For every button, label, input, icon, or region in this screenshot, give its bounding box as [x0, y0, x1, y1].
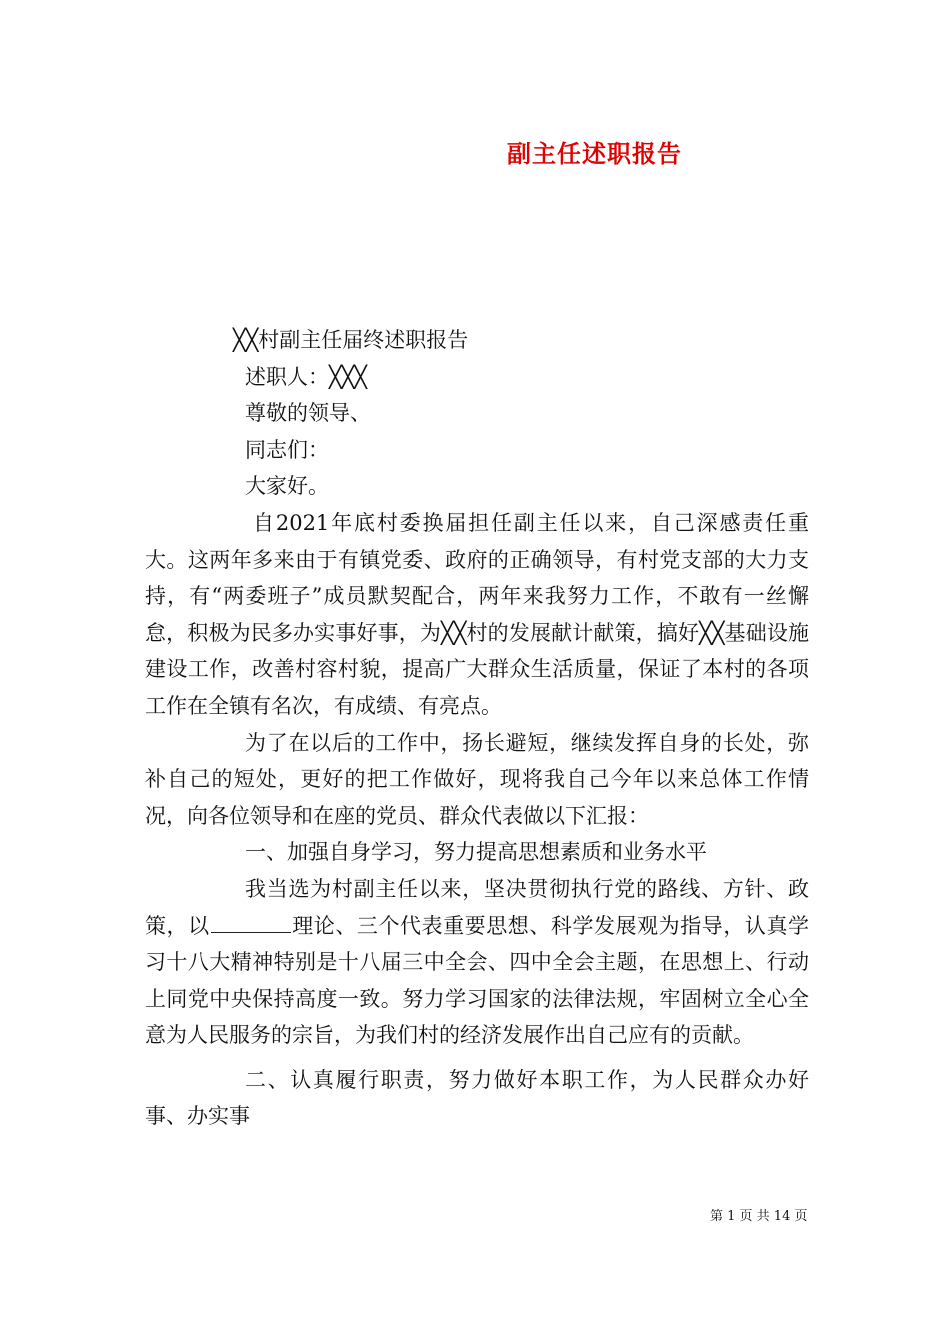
section-heading-1: 一、加强自身学习，努力提高思想素质和业务水平: [245, 840, 707, 865]
subtitle-line: ╳╳村副主任届终述职报告: [233, 328, 469, 352]
paragraph-study-part-1: 我当选为村副主任以来，坚决贯彻执行党的路线、方针、政策，以: [145, 876, 809, 938]
document-title: 副主任述职报告: [507, 139, 682, 168]
paragraph-intro: 自2021年底村委换届担任副主任以来，自己深感责任重大。这两年多来由于有镇党委、政府的正确领导，有村党支部的大力支持，有“两委班子”成员默契配合，两年来我努力工作，不敢有一丝懈怠，积极为民多办实事好事，为╳╳村的发展献计献策，搞好╳╳基础设施建设工作，改善村容村貌，提高广大群众生活质量，保证了本村的各项工作在全镇有名次，有成绩、有亮点。: [145, 510, 809, 718]
paragraph-purpose: 为了在以后的工作中，扬长避短，继续发挥自身的长处，弥补自己的短处，更好的把工作做好，现将我自己今年以来总体工作情况，向各位领导和在座的党员、群众代表做以下汇报：: [145, 730, 809, 828]
greeting-line: 大家好。: [245, 474, 329, 499]
section-heading-2: 二、认真履行职责，努力做好本职工作，为人民群众办好事、办实事: [145, 1067, 809, 1129]
author-line: 述职人：╳╳╳: [245, 364, 367, 389]
document-body: [145, 322, 809, 1135]
paragraph-study: [145, 871, 809, 1054]
salutation-line-1: 尊敬的领导、: [245, 401, 371, 426]
salutation-line-2: 同志们：: [245, 437, 329, 462]
blank-underline: [211, 910, 291, 933]
paragraph-study-part-2: 理论、三个代表重要思想、科学发展观为指导，认真学习十八大精神特别是十八届三中全会、四中全会主题，在思想上、行动上同党中央保持高度一致。努力学习国家的法律法规，牢固树立全心全意为人民服务的宗旨，为我们村的经济发展作出自己应有的贡献。: [145, 913, 810, 1048]
page-footer: 第 1 页 共 14 页: [710, 1209, 808, 1224]
